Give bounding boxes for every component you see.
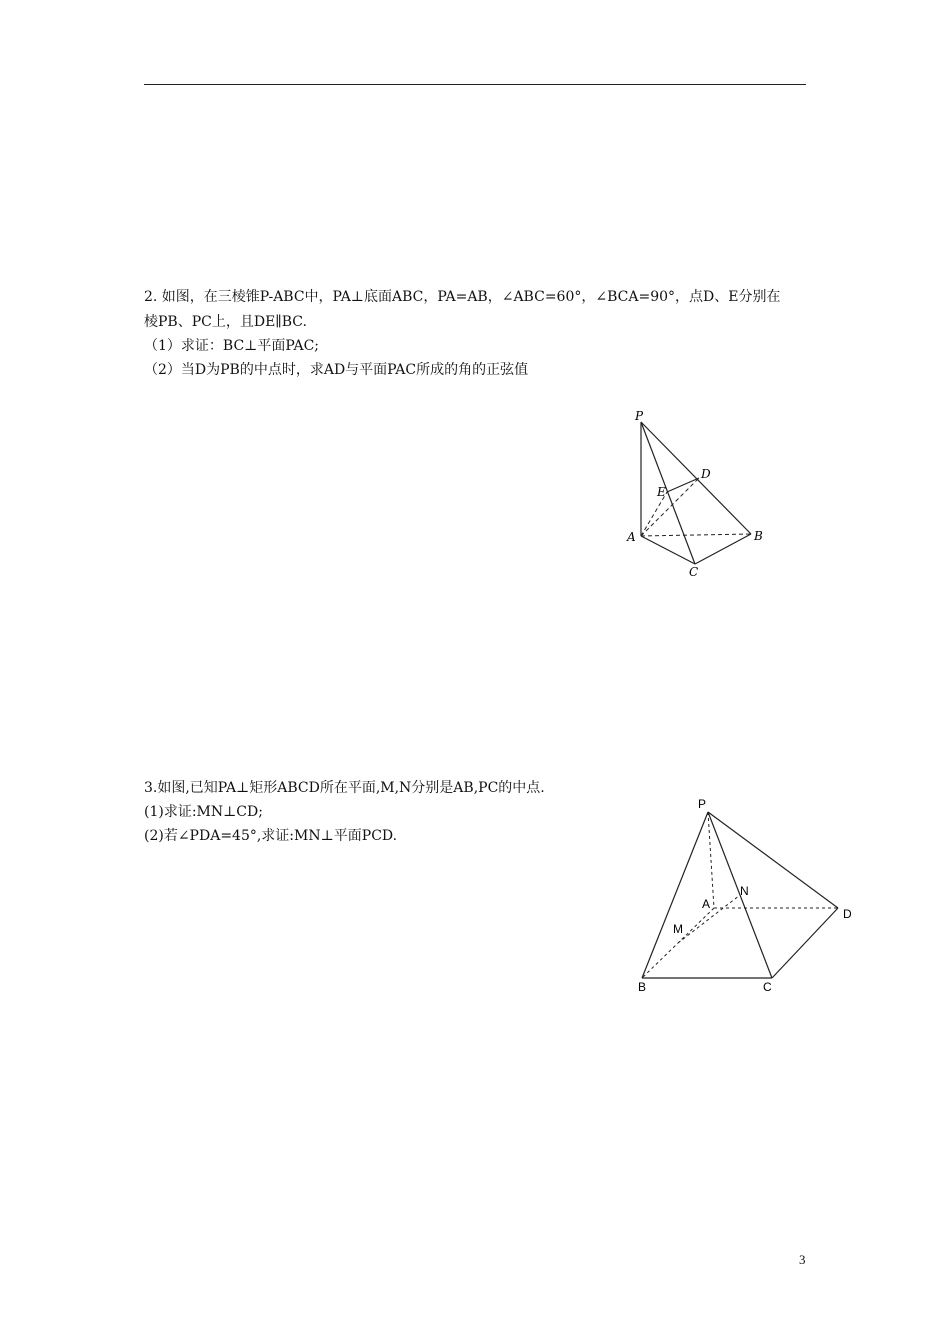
problem3-figure xyxy=(630,790,860,1000)
edge-CD xyxy=(772,908,838,978)
pyramid-diagram xyxy=(630,790,860,1000)
problem2-part1: （1）求证：BC⊥平面PAC; xyxy=(144,338,320,354)
tetrahedron-diagram xyxy=(615,400,775,590)
label-E: E xyxy=(657,485,666,499)
edge-AB-hidden xyxy=(641,534,751,536)
label-A: A xyxy=(702,897,711,911)
problem3-statement: 3.如图,已知PA⊥矩形ABCD所在平面,M,N分别是AB,PC的中点. xyxy=(144,780,545,796)
label-B: B xyxy=(638,980,647,994)
page-number: 3 xyxy=(799,1252,806,1267)
label-C: C xyxy=(763,980,772,994)
edge-ED xyxy=(667,478,699,492)
label-M: M xyxy=(673,922,683,936)
problem3-part2: (2)若∠PDA=45°,求证:MN⊥平面PCD. xyxy=(144,828,398,844)
edge-PB xyxy=(642,812,711,978)
problem2-statement-line1: 2. 如图，在三棱锥P-ABC中，PA⊥底面ABC，PA=AB，∠ABC=60°，∠BCA=90°，点D、E分别在 xyxy=(144,289,781,305)
problem3-part1: (1)求证:MN⊥CD; xyxy=(144,804,263,820)
problem2-statement-line2: 棱PB、PC上，且DE∥BC. xyxy=(144,314,307,330)
edge-AD-hidden xyxy=(641,478,699,536)
label-A: A xyxy=(627,530,636,544)
label-P: P xyxy=(635,409,644,423)
problem2-figure xyxy=(615,400,775,590)
label-N: N xyxy=(740,884,749,898)
label-D: D xyxy=(843,907,852,921)
edge-PD xyxy=(708,812,838,908)
edge-PC xyxy=(641,422,695,564)
edge-BC xyxy=(695,534,751,564)
edge-PB xyxy=(641,422,751,534)
header-rule xyxy=(144,84,806,85)
problem2-part2: （2）当D为PB的中点时，求AD与平面PAC所成的角的正弦值 xyxy=(144,362,529,378)
label-B: B xyxy=(754,529,763,543)
label-P: P xyxy=(698,797,707,811)
edge-AC xyxy=(641,536,695,564)
label-C: C xyxy=(689,565,699,579)
label-D: D xyxy=(701,467,711,481)
